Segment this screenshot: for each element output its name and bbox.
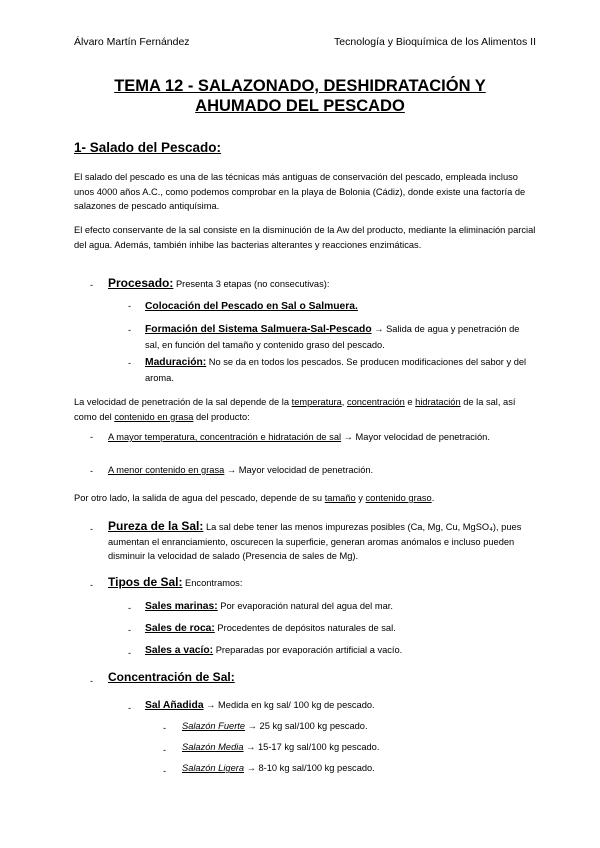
list-item-salazon-ligera: [182, 761, 532, 776]
item-text: → 15-17 kg sal/100 kg pescado.: [243, 742, 380, 752]
list-item-salazon-media: [182, 740, 532, 755]
procesado-text: Presenta 3 etapas (no consecutivas):: [173, 279, 330, 289]
bullet-dash: -: [163, 766, 167, 776]
item-key: Salazón Fuerte: [182, 721, 246, 731]
item-key: Salazón Ligera: [182, 763, 245, 773]
list-item-velocidad-1: [108, 430, 528, 445]
bullet-dash: -: [128, 648, 132, 658]
pureza-key: Pureza de la Sal:: [108, 519, 204, 533]
list-item-velocidad-2: [108, 463, 528, 478]
procesado-key: Procesado:: [108, 276, 174, 290]
item-text: → Mayor velocidad de penetración.: [341, 432, 490, 442]
document-title: [60, 76, 540, 116]
bullet-dash: -: [128, 603, 132, 613]
bullet-dash: -: [90, 524, 94, 534]
header-course: Tecnología y Bioquímica de los Alimentos II: [334, 36, 536, 48]
list-item-tipos-1: [145, 599, 535, 615]
bullet-dash: -: [163, 745, 167, 755]
bullet-dash: -: [90, 466, 94, 476]
list-item-tipos: [108, 575, 538, 591]
item-key: Formación del Sistema Salmuera-Sal-Pescado: [145, 324, 372, 335]
item-key: Sales a vacío:: [145, 645, 214, 656]
bullet-dash: -: [128, 325, 132, 335]
list-item-pureza: [108, 519, 538, 564]
item-key: Sal Añadida: [145, 700, 204, 711]
item-key: Sales de roca:: [145, 623, 215, 634]
list-item-procesado-3: [145, 355, 535, 385]
item-text: → 8-10 kg sal/100 kg pescado.: [244, 763, 375, 773]
title-line-1: TEMA 12 - SALAZONADO, DESHIDRATACIÓN Y: [114, 77, 486, 95]
item-text: → Mayor velocidad de penetración.: [224, 465, 374, 475]
underlined-term: contenido graso: [365, 493, 432, 503]
bullet-dash: -: [90, 676, 94, 686]
list-item-concentracion: [108, 670, 538, 686]
list-item-tipos-3: [145, 643, 535, 659]
underlined-term: hidratación: [415, 397, 461, 407]
list-item-procesado-1: [145, 299, 535, 315]
item-key: A menor contenido en grasa: [108, 465, 225, 475]
list-item-procesado-2: [145, 322, 535, 352]
paragraph-velocidad: [74, 395, 536, 424]
item-text: Procedentes de depósitos naturales de sal.: [214, 623, 396, 633]
paragraph-salida-agua: [74, 491, 536, 506]
underlined-term: concentración: [346, 397, 405, 407]
pureza-text: La sal debe tener las menos impurezas posibles (Ca, Mg, Cu, MgSO₄), pues aumentan el enranciamiento, oscurecen la superficie, generan aromas anómalos e incluso pueden disminuir la velocidad de salado (Presencia de sales de Mg).: [108, 522, 522, 561]
item-key: Salazón Media: [182, 742, 244, 752]
text-run: de la sal, así como del: [74, 397, 516, 422]
item-key: Sales marinas:: [145, 601, 218, 612]
bullet-dash: -: [128, 301, 132, 311]
item-text: → 25 kg sal/100 kg pescado.: [245, 721, 368, 731]
item-key: Maduración:: [145, 357, 207, 368]
list-item-procesado: [108, 276, 538, 292]
bullet-dash: -: [128, 625, 132, 635]
bullet-dash: -: [128, 703, 132, 713]
tipos-key: Tipos de Sal:: [108, 575, 183, 589]
bullet-dash: -: [90, 580, 94, 590]
text-run: La velocidad de penetración de la sal depende de la: [74, 397, 292, 407]
list-item-sal-anadida: [145, 698, 535, 714]
item-text: → Salida de agua y penetración de sal, en función del tamaño y contenido graso del pescado.: [145, 324, 520, 350]
text-run: .: [431, 493, 435, 503]
paragraph-intro: El salado del pescado es una de las técnicas más antiguas de conservación del pescado, empleada incluso unos 4000 años A.C., como podemos comprobar en la playa de Bolonia (Cádiz), donde existe una factoría de salazones de pescado antiquísima.: [74, 172, 526, 211]
item-key: A mayor temperatura, concentración e hidratación de sal: [108, 432, 342, 442]
list-item-salazon-fuerte: [182, 719, 532, 734]
underlined-term: temperatura: [291, 397, 342, 407]
item-key: Colocación del Pescado en Sal o Salmuera.: [145, 301, 358, 312]
tipos-text: Encontramos:: [182, 578, 243, 588]
header-author: Álvaro Martín Fernández: [74, 36, 190, 48]
text-run: del producto:: [193, 411, 250, 422]
bullet-dash: -: [90, 280, 94, 290]
concentracion-key: Concentración de Sal:: [108, 670, 235, 684]
text-run: y: [355, 493, 366, 503]
item-text: No se da en todos los pescados. Se producen modificaciones del sabor y del aroma.: [145, 357, 527, 383]
underlined-term: contenido en grasa: [114, 411, 194, 422]
text-run: e: [404, 397, 416, 407]
bullet-dash: -: [90, 432, 94, 442]
text-run: ,: [341, 397, 347, 407]
item-text: → Medida en kg sal/ 100 kg de pescado.: [203, 700, 375, 710]
underlined-term: tamaño: [324, 493, 356, 503]
section-heading-salado: 1- Salado del Pescado:: [74, 140, 222, 155]
bullet-dash: -: [128, 358, 132, 368]
text-run: Por otro lado, la salida de agua del pescado, depende de su: [74, 493, 325, 503]
bullet-dash: -: [163, 723, 167, 733]
item-text: Por evaporación natural del agua del mar.: [217, 601, 393, 611]
title-line-2: AHUMADO DEL PESCADO: [195, 97, 405, 115]
paragraph-efecto-conservante: El efecto conservante de la sal consiste en la disminución de la Aw del producto, mediante la eliminación parcial del agua. Además, también inhibe las bacterias alterantes y reacciones enzimáticas.: [74, 225, 536, 250]
list-item-tipos-2: [145, 621, 535, 637]
item-text: Preparadas por evaporación artificial a vacío.: [213, 645, 403, 655]
